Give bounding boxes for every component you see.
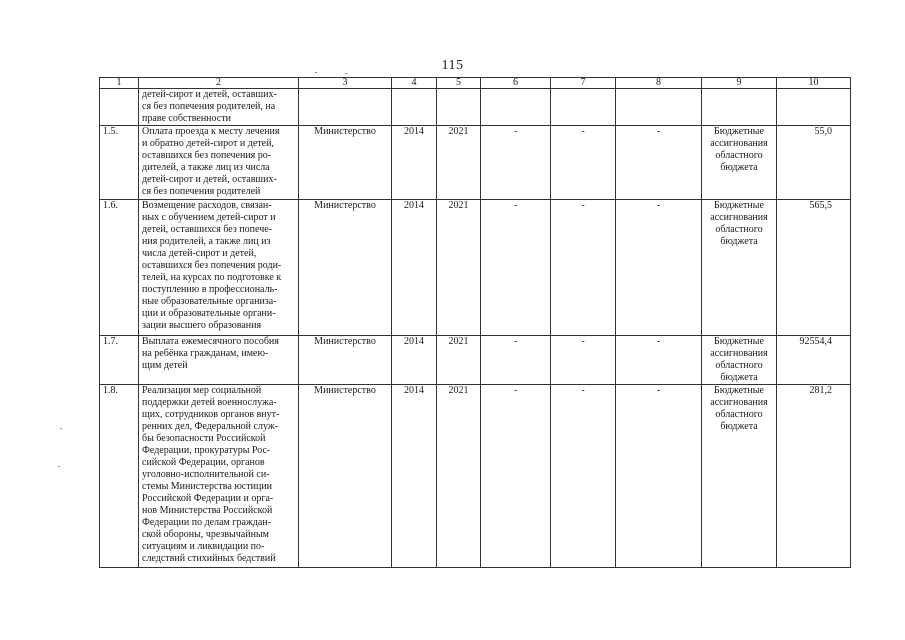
scan-speck <box>58 466 60 467</box>
page-number: 115 <box>441 58 464 73</box>
column-7-cell: - <box>551 126 616 200</box>
column-header-1: 1 <box>100 78 139 89</box>
start-year-cell: 2014 <box>392 336 437 385</box>
executor-cell: Министерство <box>299 126 392 200</box>
activity-description: Оплата проезда к месту лечения и обратно детей-сирот и детей, оставшихся без попечения ро- дителей, а также лиц из числа детей-сирот и детей, оставших- ся без попечения родителей <box>139 126 299 200</box>
start-year-cell: 2014 <box>392 200 437 336</box>
column-8-cell <box>616 89 702 126</box>
end-year-cell: 2021 <box>437 126 481 200</box>
activity-description: Возмещение расходов, связан- ных с обучением детей-сирот и детей, оставшихся без попече- ния родителей, а также лиц из числа детей-сирот и детей, оставшихся без попечения роди- телей, на курсах по подготовке к поступлению в профессиональ- ные образовательные организа- ции и образовательные органи- зации высшего образования <box>139 200 299 336</box>
scan-speck <box>315 72 317 73</box>
column-6-cell: - <box>481 336 551 385</box>
funding-source-cell: Бюджетные ассигнования областного бюджета <box>702 336 777 385</box>
column-header-8: 8 <box>616 78 702 89</box>
row-number: 1.6. <box>100 200 139 336</box>
start-year-cell: 2014 <box>392 126 437 200</box>
column-8-cell: - <box>616 200 702 336</box>
column-6-cell: - <box>481 385 551 568</box>
column-8-cell: - <box>616 336 702 385</box>
amount-cell <box>777 89 851 126</box>
funding-source-cell: Бюджетные ассигнования областного бюджета <box>702 126 777 200</box>
column-header-3: 3 <box>299 78 392 89</box>
funding-source-cell: Бюджетные ассигнования областного бюджета <box>702 385 777 568</box>
table-header-row <box>100 78 851 89</box>
amount-cell: 92554,4 <box>777 336 851 385</box>
column-header-4: 4 <box>392 78 437 89</box>
scan-speck <box>345 73 347 74</box>
start-year-cell <box>392 89 437 126</box>
end-year-cell: 2021 <box>437 200 481 336</box>
column-6-cell: - <box>481 126 551 200</box>
executor-cell: Министерство <box>299 385 392 568</box>
end-year-cell: 2021 <box>437 385 481 568</box>
table-row <box>100 200 851 336</box>
program-activities-table <box>99 77 851 568</box>
column-header-2: 2 <box>139 78 299 89</box>
column-header-6: 6 <box>481 78 551 89</box>
row-number: 1.8. <box>100 385 139 568</box>
end-year-cell <box>437 89 481 126</box>
column-7-cell: - <box>551 200 616 336</box>
column-header-10: 10 <box>777 78 851 89</box>
amount-cell: 565,5 <box>777 200 851 336</box>
column-7-cell <box>551 89 616 126</box>
funding-source-cell <box>702 89 777 126</box>
executor-cell: Министерство <box>299 336 392 385</box>
end-year-cell: 2021 <box>437 336 481 385</box>
row-number: 1.7. <box>100 336 139 385</box>
executor-cell: Министерство <box>299 200 392 336</box>
column-header-7: 7 <box>551 78 616 89</box>
row-number <box>100 89 139 126</box>
activity-description: Выплата ежемесячного пособия на ребёнка гражданам, имею- щим детей <box>139 336 299 385</box>
column-6-cell <box>481 89 551 126</box>
column-8-cell: - <box>616 385 702 568</box>
table-row <box>100 385 851 568</box>
activity-description: Реализация мер социальной поддержки детей военнослужа- щих, сотрудников органов внут- ренних дел, Федеральной служ- бы безопасности Российской Федерации, прокуратуры Рос- сийской Федерации, органов уголовно-исполнительной си- стемы Министерства юстиции Российской Федерации и орга- нов Министерства Российской Федерации по делам граждан- ской обороны, чрезвычайным ситуациям и ликвидации по- следствий стихийных бедствий <box>139 385 299 568</box>
column-7-cell: - <box>551 336 616 385</box>
column-header-5: 5 <box>437 78 481 89</box>
row-number: 1.5. <box>100 126 139 200</box>
scan-speck <box>60 428 62 429</box>
amount-cell: 55,0 <box>777 126 851 200</box>
column-7-cell: - <box>551 385 616 568</box>
executor-cell <box>299 89 392 126</box>
table-row <box>100 336 851 385</box>
activity-description: детей-сирот и детей, оставших- ся без попечения родителей, на праве собственности <box>139 89 299 126</box>
funding-source-cell: Бюджетные ассигнования областного бюджета <box>702 200 777 336</box>
column-header-9: 9 <box>702 78 777 89</box>
column-6-cell: - <box>481 200 551 336</box>
amount-cell: 281,2 <box>777 385 851 568</box>
column-8-cell: - <box>616 126 702 200</box>
table-row <box>100 126 851 200</box>
start-year-cell: 2014 <box>392 385 437 568</box>
table-row <box>100 89 851 126</box>
